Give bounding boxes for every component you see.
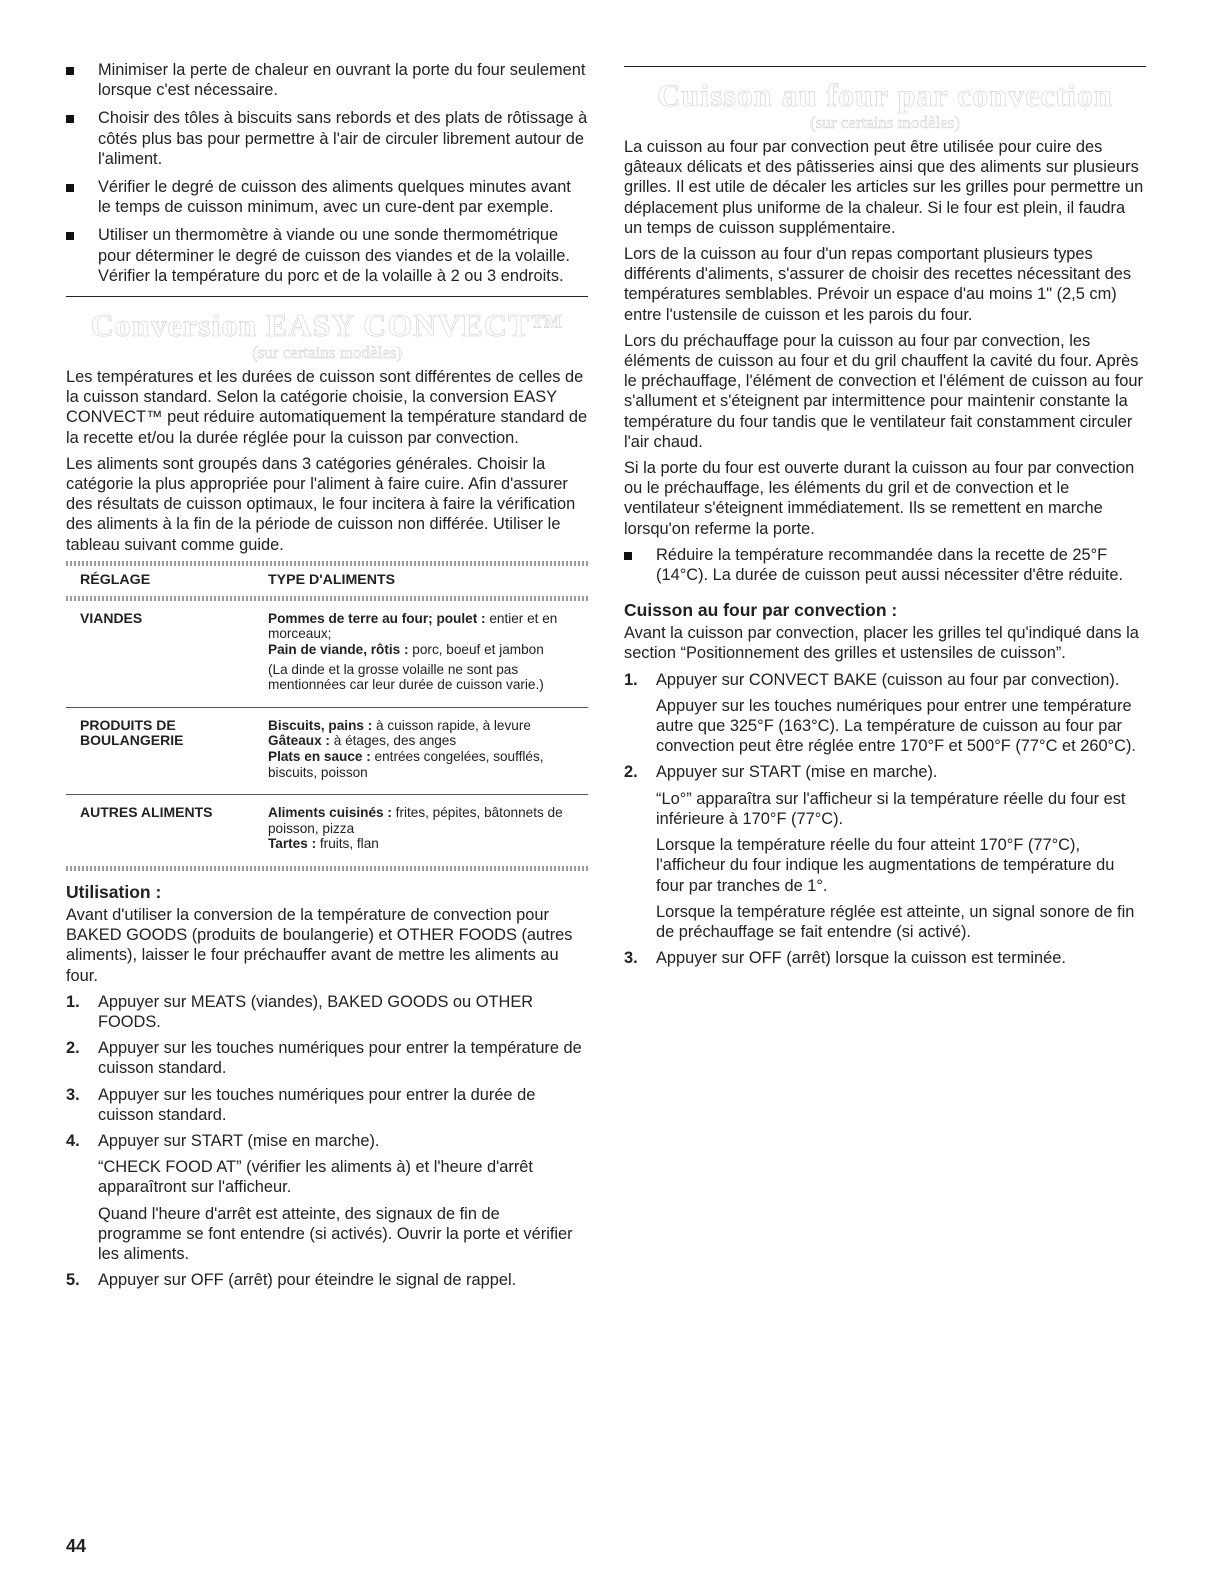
body-paragraph: Si la porte du four est ouverte durant la cuisson au four par convection ou le préchauffage, les éléments du gril et de convection et le ventilateur s'éteignent immédiatement. Ils se remettent en marche lorsqu'on referme la porte. xyxy=(624,459,1135,538)
section-divider xyxy=(66,296,588,297)
table-row xyxy=(66,601,588,707)
setting-cell: PRODUITS DE BOULANGERIE xyxy=(66,707,254,794)
table-note: (La dinde et la grosse volaille ne sont pas mentionnées car leur durée de cuisson varie.) xyxy=(268,661,544,693)
food-type-cell: Aliments cuisinés : frites, pépites, bâtonnets de poisson, pizza Tartes : fruits, flan xyxy=(268,805,563,852)
section-divider xyxy=(624,66,1146,67)
setting-cell: VIANDES xyxy=(66,601,254,707)
tips-list xyxy=(624,545,1146,585)
square-bullet-icon xyxy=(66,67,74,75)
step-item: 2. Appuyer sur START (mise en marche). “Lo°” apparaîtra sur l'afficheur si la température réelle du four est inférieure à 170°F (77°C). Lorsque la température réelle du four atteint 170°F (77°C), l'afficheur du four indique les augmentations de température du four par tranches de 1°. Lorsque la température réglée est atteinte, un signal sonore de fin de préchauffage se fait entendre (si activé). xyxy=(624,762,1146,942)
step-detail: Lorsque la température réelle du four atteint 170°F (77°C), l'afficheur du four indique les augmentations de température du four par tranches de 1°. xyxy=(656,836,1115,895)
convection-intro: Avant la cuisson par convection, placer les grilles tel qu'indiqué dans la section “Positionnement des grilles et ustensiles de cuisson”. xyxy=(624,624,1139,663)
section-title-convection: Cuisson au four par convection xyxy=(657,77,1113,113)
step-detail: “Lo°” apparaîtra sur l'afficheur si la température réelle du four est inférieure à 170°F (77°C). xyxy=(656,789,1126,828)
step-item: 1. Appuyer sur CONVECT BAKE (cuisson au four par convection). Appuyer sur les touches numériques pour entrer une température autre que 325°F (163°C). La température de cuisson au four par convection peut être réglée entre 170°F et 500°F (77°C et 260°C). xyxy=(624,670,1146,757)
right-column xyxy=(624,60,1146,974)
step-detail: Appuyer sur les touches numériques pour entrer une température autre que 325°F (163°C). La température de cuisson au four par convection peut être réglée entre 170°F et 500°F (77°C et 260°C). xyxy=(656,696,1136,756)
square-bullet-icon xyxy=(66,184,74,192)
convection-steps xyxy=(624,670,1146,969)
food-type-cell: Biscuits, pains : à cuisson rapide, à levure Gâteaux : à étages, des anges Plats en sauce : entrées congelées, soufflés, biscuits, poisson xyxy=(254,707,588,794)
step-item: 2. Appuyer sur les touches numériques pour entrer la température de cuisson standard. xyxy=(66,1039,582,1078)
page-number: 44 xyxy=(66,1536,87,1556)
body-paragraph: Lors de la cuisson au four d'un repas comportant plusieurs types différents d'aliments, s'assurer de choisir des recettes nécessitant des températures semblables. Prévoir un espace d'au moins 1" (2,5 cm) entre l'ustensile de cuisson et les parois du four. xyxy=(624,245,1132,324)
table-row xyxy=(66,795,588,866)
intro-paragraph: Les aliments sont groupés dans 3 catégories générales. Choisir la catégorie la plus appropriée pour l'aliment à faire cuire. Afin d'assurer des résultats de cuisson optimaux, le four incitera à faire la vérification des aliments à la fin de la période de cuisson non différée. Utiliser le tableau suivant comme guide. xyxy=(66,454,576,554)
table-bottom-border xyxy=(66,866,588,871)
step-item: 5. Appuyer sur OFF (arrêt) pour éteindre le signal de rappel. xyxy=(66,1271,517,1290)
step-detail: “CHECK FOOD AT” (vérifier les aliments à) et l'heure d'arrêt apparaîtront sur l'afficheur. xyxy=(98,1158,533,1197)
usage-steps xyxy=(66,992,588,1291)
usage-heading: Utilisation : xyxy=(66,881,162,902)
body-paragraph: Lors du préchauffage pour la cuisson au four par convection, les éléments de cuisson au four et du gril chauffent la cavité du four. Après le préchauffage, l'élément de convection et l'élément de cuisson au four s'allument et s'éteignent par intermittence pour maintenir constante la température du four tandis que le ventilateur fait constamment circuler l'air chaud. xyxy=(624,331,1143,451)
step-item: 3. Appuyer sur OFF (arrêt) lorsque la cuisson est terminée. xyxy=(624,949,1066,968)
food-type-cell: Pommes de terre au four; poulet : entier et en morceaux; Pain de viande, rôtis : porc, boeuf et jambon (La dinde et la grosse volaille ne sont pas mentionnées car leur durée de cuisson varie.) xyxy=(254,601,588,707)
step-item: 3. Appuyer sur les touches numériques pour entrer la durée de cuisson standard. xyxy=(66,1085,536,1124)
tip-item: Réduire la température recommandée dans la recette de 25°F (14°C). La durée de cuisson peut aussi nécessiter d'être réduite. xyxy=(624,545,1146,585)
setting-cell: AUTRES ALIMENTS xyxy=(80,804,213,821)
square-bullet-icon xyxy=(624,552,632,560)
usage-intro: Avant d'utiliser la conversion de la température de convection pour BAKED GOODS (produits de boulangerie) et OTHER FOODS (autres aliments), laisser le four préchauffer avant de mettre les aliments au four. xyxy=(66,905,573,985)
food-category-table xyxy=(66,566,588,866)
square-bullet-icon xyxy=(66,232,74,240)
convection-heading: Cuisson au four par convection : xyxy=(624,600,898,621)
table-header-food-type: TYPE D'ALIMENTS xyxy=(268,571,396,588)
section-subtitle: (sur certains modèles) xyxy=(809,113,961,132)
tip-item: Utiliser un thermomètre à viande ou une sonde thermométrique pour déterminer le degré de cuisson des viandes et de la volaille. Vérifier la température du porc et de la volaille à 2 ou 3 endroits. xyxy=(66,225,588,286)
tip-item: Choisir des tôles à biscuits sans rebords et des plats de rôtissage à côtés plus bas pour permettre à l'air de circuler librement autour de l'aliment. xyxy=(66,108,588,169)
left-column xyxy=(66,60,588,1296)
tip-item: Minimiser la perte de chaleur en ouvrant la porte du four seulement lorsque c'est nécessaire. xyxy=(66,60,588,100)
step-item: 1. Appuyer sur MEATS (viandes), BAKED GOODS ou OTHER FOODS. xyxy=(66,992,534,1031)
step-item: 4. Appuyer sur START (mise en marche). “CHECK FOOD AT” (vérifier les aliments à) et l'heure d'arrêt apparaîtront sur l'afficheur. Quand l'heure d'arrêt est atteinte, des signaux de fin de programme se font entendre (si activés). Ouvrir la porte et vérifier les aliments. xyxy=(66,1131,588,1264)
tips-list xyxy=(66,60,588,286)
body-paragraph: La cuisson au four par convection peut être utilisée pour cuire des gâteaux délicats et des pâtisseries ainsi que des aliments sur plusieurs grilles. Il est utile de décaler les articles sur les grilles pour permettre un déplacement plus uniforme de la chaleur. Si le four est plein, il faudra un temps de cuisson supplémentaire. xyxy=(624,138,1144,237)
section-subtitle: (sur certains modèles) xyxy=(251,343,403,363)
square-bullet-icon xyxy=(66,115,74,123)
section-title-easy-convect: Conversion EASY CONVECT™ xyxy=(90,307,564,344)
table-header-setting: RÉGLAGE xyxy=(80,571,151,588)
tip-item: Vérifier le degré de cuisson des aliments quelques minutes avant le temps de cuisson minimum, avec un cure-dent par exemple. xyxy=(66,177,588,217)
step-detail: Quand l'heure d'arrêt est atteinte, des signaux de fin de programme se font entendre (si activés). Ouvrir la porte et vérifier les aliments. xyxy=(98,1204,573,1264)
table-row xyxy=(66,707,588,794)
intro-paragraph: Les températures et les durées de cuisson sont différentes de celles de la cuisson standard. Selon la catégorie choisie, la conversion EASY CONVECT™ peut réduire automatiquement la température standard de la recette et/ou la durée réglée pour la cuisson par convection. xyxy=(66,368,588,447)
step-detail: Lorsque la température réglée est atteinte, un signal sonore de fin de préchauffage se fait entendre (si activé). xyxy=(656,902,1135,941)
